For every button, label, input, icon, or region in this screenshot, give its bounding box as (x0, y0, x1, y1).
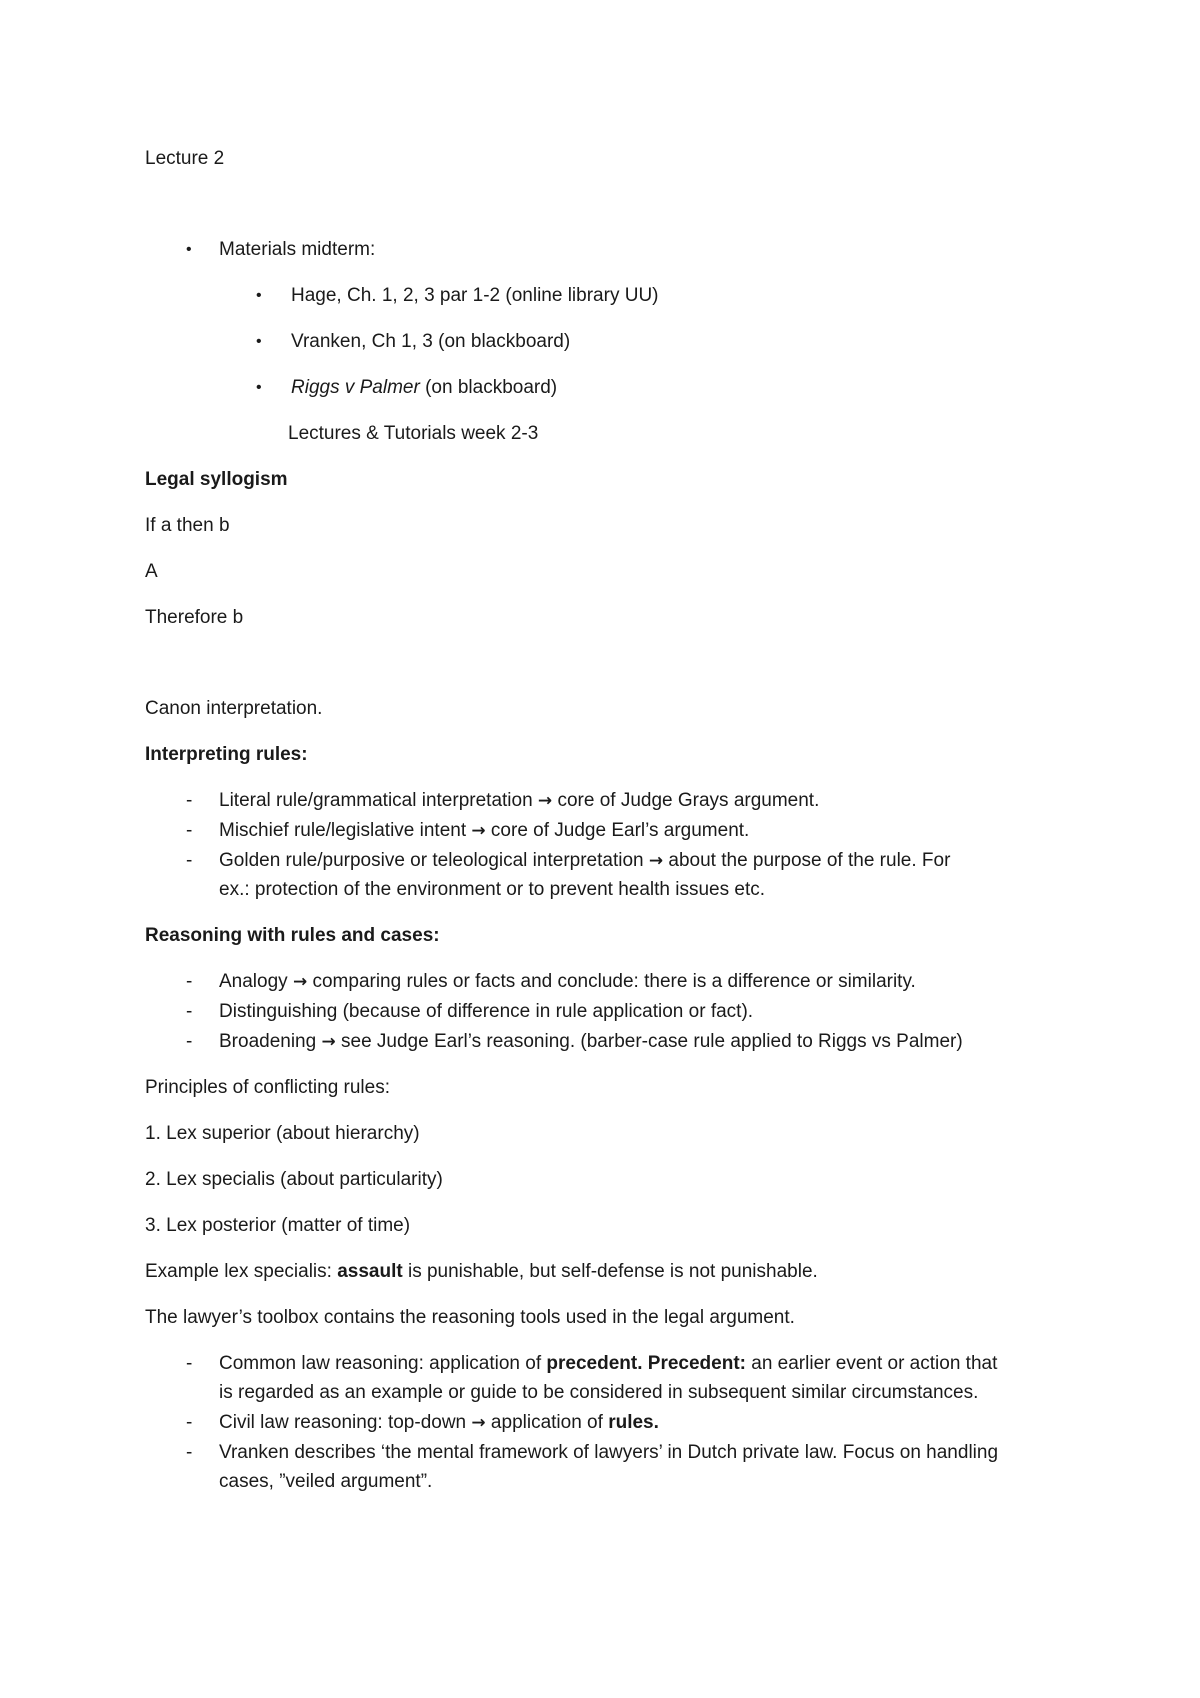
dash-marker: - (186, 790, 193, 811)
conflicting-heading: Principles of conflicting rules: (145, 1077, 390, 1098)
arrow-icon: → (648, 851, 664, 871)
interpreting-item: Mischief rule/legislative intent → core of Judge Earl’s argument. (219, 820, 750, 841)
bullet-marker: • (186, 241, 192, 258)
example-line: Example lex specialis: assault is punishable, but self-defense is not punishable. (145, 1261, 818, 1282)
arrow-icon: → (471, 821, 486, 841)
reasoning-heading: Reasoning with rules and cases: (145, 925, 440, 946)
arrow-icon: → (537, 791, 553, 811)
interpreting-item: Golden rule/purposive or teleological interpretation → about the purpose of the rule. For (219, 850, 951, 871)
toolbox-item-cont: is regarded as an example or guide to be considered in subsequent similar circumstances. (219, 1382, 979, 1403)
arrow-icon: → (321, 1032, 336, 1052)
canon-line: Canon interpretation. (145, 698, 323, 719)
dash-marker: - (186, 1353, 193, 1374)
reasoning-item: Distinguishing (because of difference in rule application or fact). (219, 1001, 754, 1022)
conflicting-item: 1. Lex superior (about hierarchy) (145, 1123, 420, 1144)
dash-marker: - (186, 1001, 193, 1022)
toolbox-item: Civil law reasoning: top-down → application of rules. (219, 1412, 659, 1433)
case-name: Riggs v Palmer (291, 377, 420, 398)
syllogism-heading: Legal syllogism (145, 469, 288, 490)
interpreting-item: Literal rule/grammatical interpretation → core of Judge Grays argument. (219, 790, 820, 811)
lectures-note: Lectures & Tutorials week 2-3 (288, 423, 539, 444)
dash-marker: - (186, 850, 193, 871)
arrow-icon: → (471, 1413, 486, 1433)
toolbox-line: The lawyer’s toolbox contains the reasoning tools used in the legal argument. (145, 1307, 795, 1328)
syllogism-line: Therefore b (145, 607, 244, 628)
interpreting-item-cont: ex.: protection of the environment or to prevent health issues etc. (219, 879, 766, 900)
materials-item: Vranken, Ch 1, 3 (on blackboard) (291, 331, 571, 352)
syllogism-line: If a then b (145, 515, 230, 536)
dash-marker: - (186, 1442, 193, 1463)
bullet-marker: • (256, 287, 262, 304)
reasoning-item: Broadening → see Judge Earl’s reasoning. (barber-case rule applied to Riggs vs Palmer) (219, 1031, 963, 1052)
conflicting-item: 2. Lex specialis (about particularity) (145, 1169, 443, 1190)
syllogism-line: A (145, 561, 158, 582)
case-source: (on blackboard) (419, 377, 558, 398)
arrow-icon: → (292, 972, 308, 992)
bullet-marker: • (256, 333, 262, 350)
bullet-marker: • (256, 379, 262, 396)
reasoning-item: Analogy → comparing rules or facts and conclude: there is a difference or similarity. (219, 971, 916, 992)
dash-marker: - (186, 971, 193, 992)
conflicting-item: 3. Lex posterior (matter of time) (145, 1215, 411, 1236)
materials-heading: Materials midterm: (219, 239, 376, 260)
interpreting-heading: Interpreting rules: (145, 744, 308, 765)
page-title: Lecture 2 (145, 148, 225, 169)
materials-item-riggs (291, 376, 557, 400)
materials-item: Hage, Ch. 1, 2, 3 par 1-2 (online library UU) (291, 285, 659, 306)
dash-marker: - (186, 1412, 193, 1433)
dash-marker: - (186, 1031, 193, 1052)
toolbox-item: Vranken describes ‘the mental framework of lawyers’ in Dutch private law. Focus on handling (219, 1442, 999, 1463)
toolbox-item-cont: cases, ”veiled argument”. (219, 1471, 433, 1492)
dash-marker: - (186, 820, 193, 841)
toolbox-item: Common law reasoning: application of precedent. Precedent: an earlier event or action that (219, 1353, 998, 1374)
